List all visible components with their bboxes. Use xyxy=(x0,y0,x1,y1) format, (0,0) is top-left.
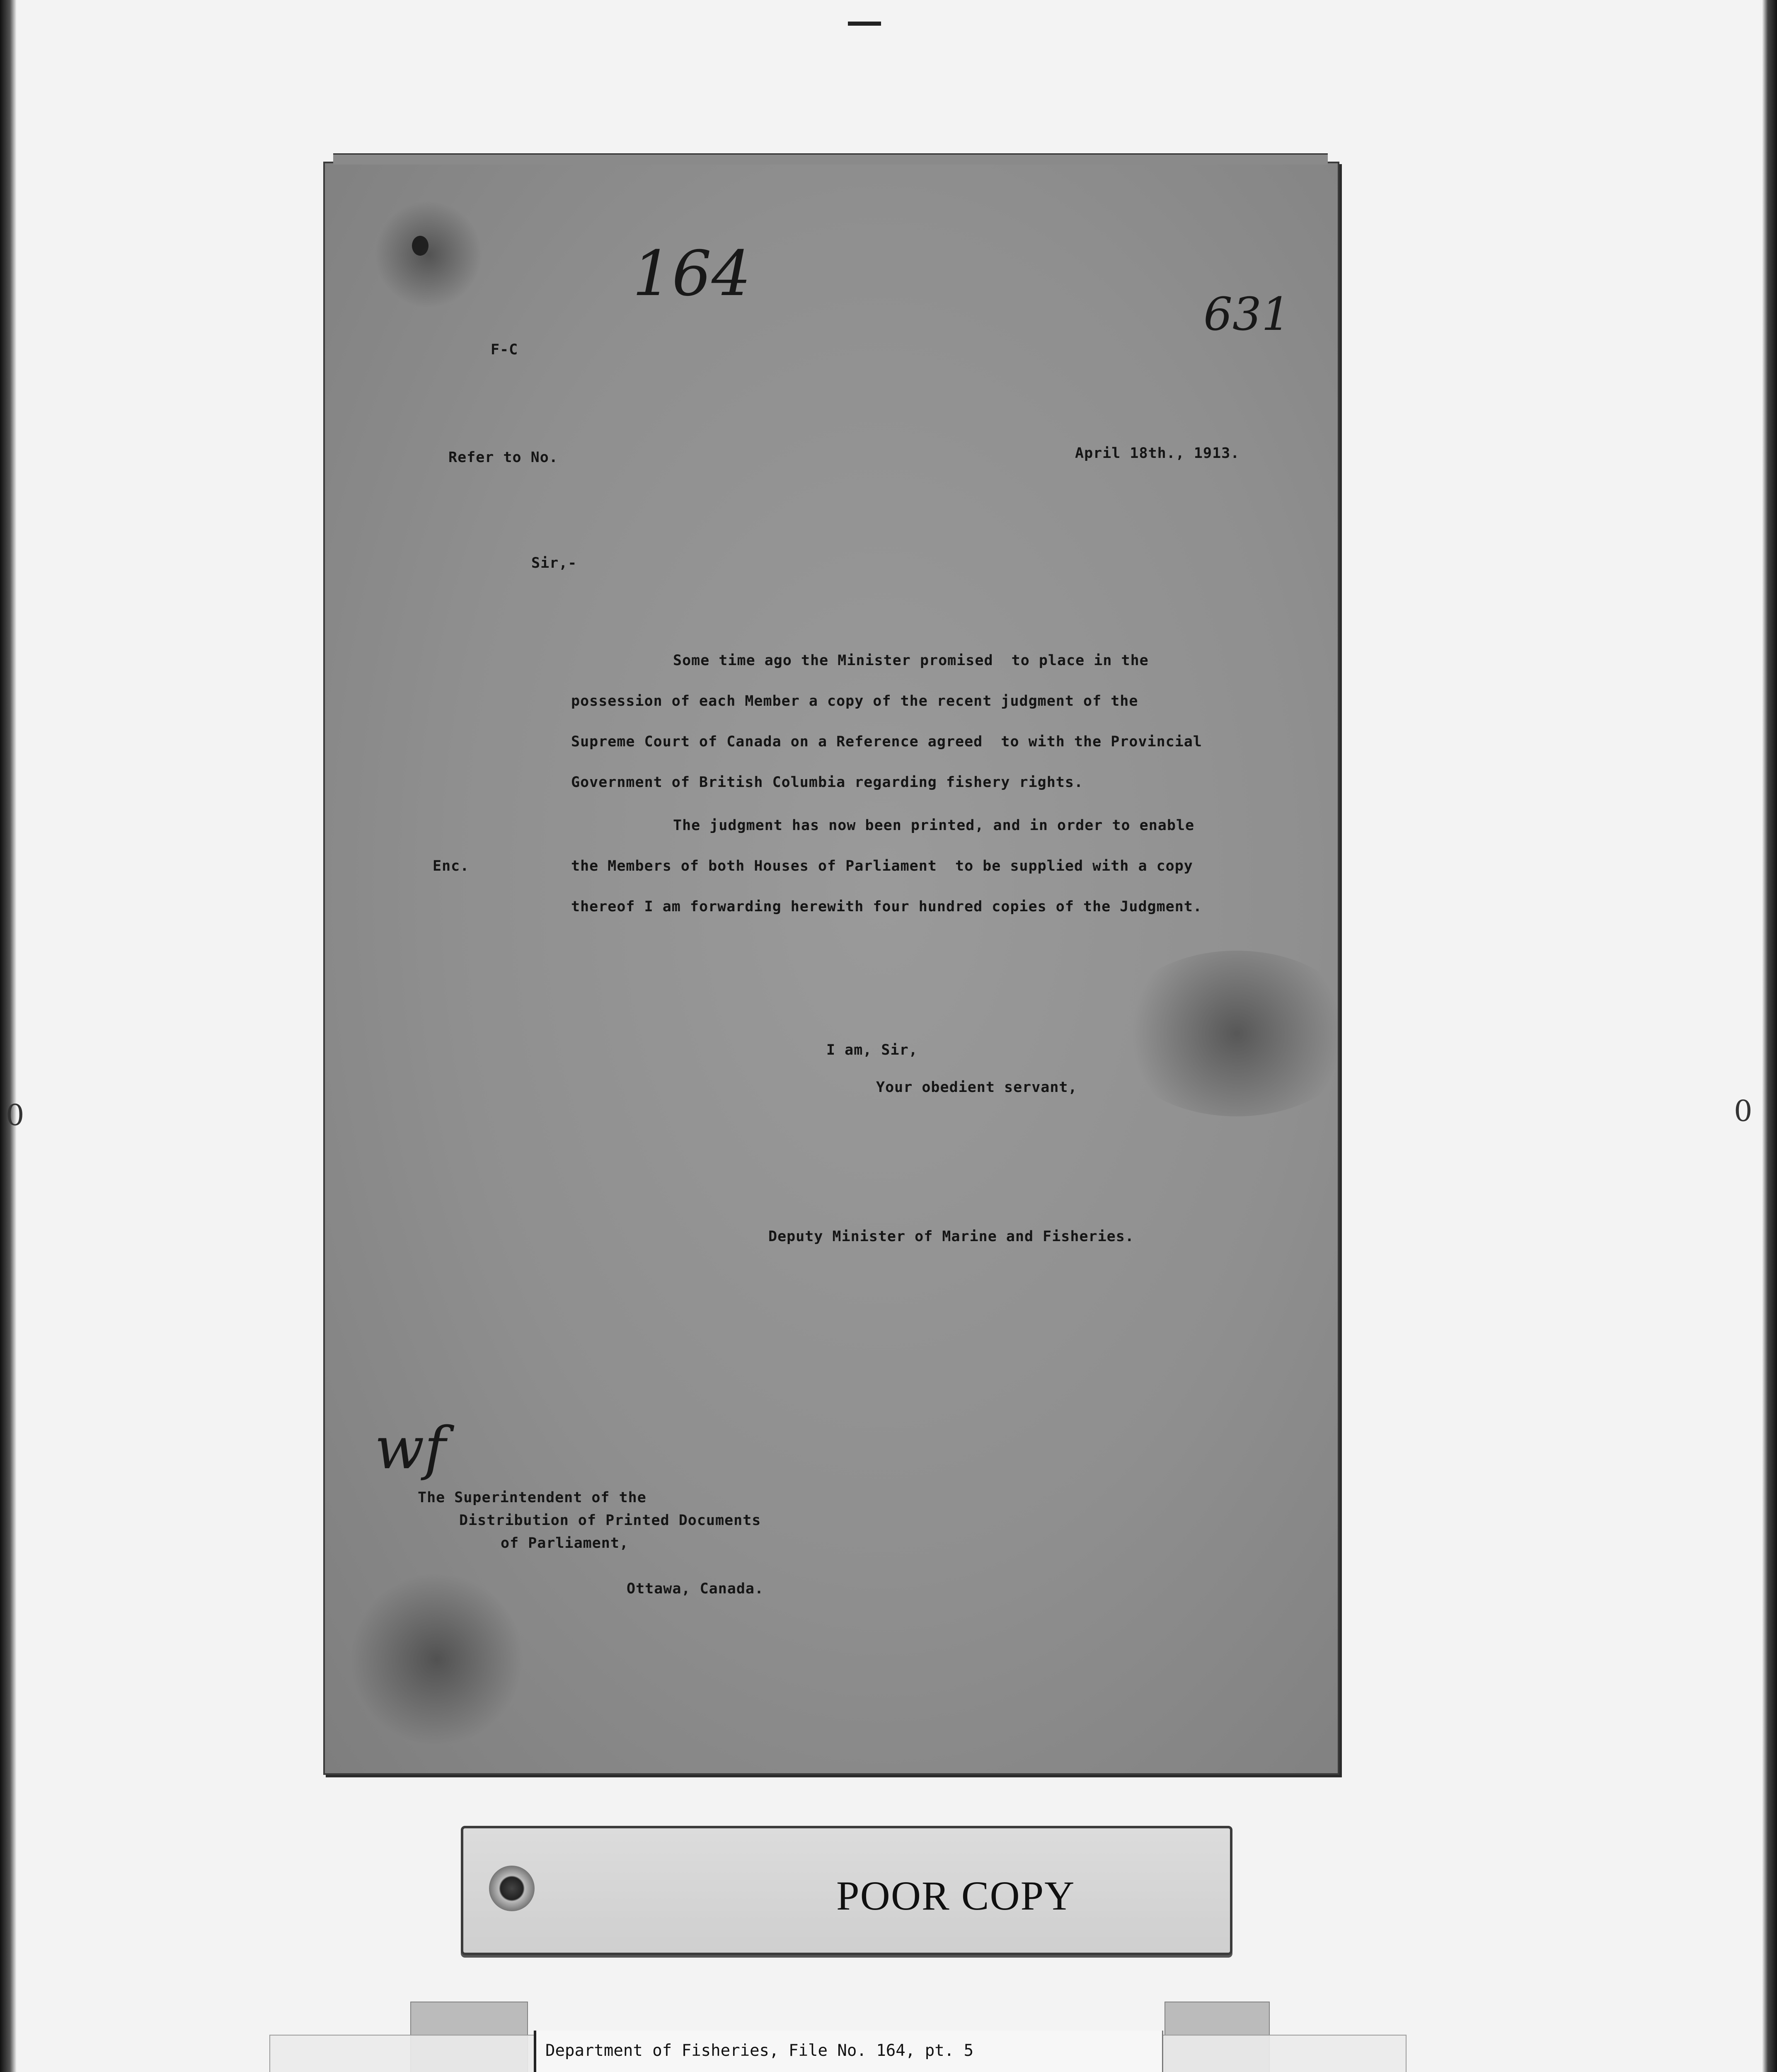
film-frame-left-edge xyxy=(0,0,17,2072)
refer-to-line: Refer to No. xyxy=(448,449,558,466)
handwritten-folio-number: 164 xyxy=(632,238,751,310)
frame-top-mark xyxy=(848,22,881,26)
reference-slip-text: Department of Fisheries, File No. 164, pt. 5 xyxy=(545,2041,974,2060)
addressee-line: of Parliament, xyxy=(501,1535,629,1552)
body-line: Supreme Court of Canada on a Reference agreed to with the Provincial xyxy=(571,733,1202,750)
file-code: F-C xyxy=(491,341,518,358)
body-line: possession of each Member a copy of the recent judgment of the xyxy=(571,693,1138,709)
grommet-icon xyxy=(489,1866,535,1911)
addressee-line: The Superintendent of the xyxy=(418,1489,646,1506)
paper-stain xyxy=(1112,951,1361,1116)
reference-slip xyxy=(534,2031,1163,2072)
paper-stain xyxy=(350,1572,524,1746)
film-frame-right-edge xyxy=(1762,0,1777,2072)
addressee-line: Ottawa, Canada. xyxy=(627,1581,764,1597)
handwritten-initials: wf xyxy=(375,1415,446,1482)
body-line: the Members of both Houses of Parliament to be supplied with a copy xyxy=(571,858,1193,874)
closing-line: Your obedient servant, xyxy=(876,1079,1077,1096)
paper-stain xyxy=(375,201,482,308)
paper-top-fold xyxy=(333,153,1328,165)
body-line: Some time ago the Minister promised to place in the xyxy=(673,652,1149,669)
signatory: Deputy Minister of Marine and Fisheries. xyxy=(768,1228,1134,1245)
enclosure-marker: Enc. xyxy=(433,858,470,874)
salutation: Sir,- xyxy=(531,555,577,571)
body-line: thereof I am forwarding herewith four hundred copies of the Judgment. xyxy=(571,898,1202,915)
poor-copy-label xyxy=(461,1826,1232,1955)
letter-date: April 18th., 1913. xyxy=(1075,445,1240,462)
poor-copy-text: POOR COPY xyxy=(836,1873,1075,1919)
addressee-line: Distribution of Printed Documents xyxy=(459,1512,761,1529)
letter-page xyxy=(323,162,1339,1775)
body-line: Government of British Columbia regarding fishery rights. xyxy=(571,774,1084,791)
closing-line: I am, Sir, xyxy=(826,1042,918,1058)
handwritten-page-number: 631 xyxy=(1203,288,1290,341)
body-line: The judgment has now been printed, and in order to enable xyxy=(673,817,1195,834)
left-margin-mark: 0 xyxy=(6,1098,24,1132)
right-margin-mark: 0 xyxy=(1734,1094,1753,1128)
